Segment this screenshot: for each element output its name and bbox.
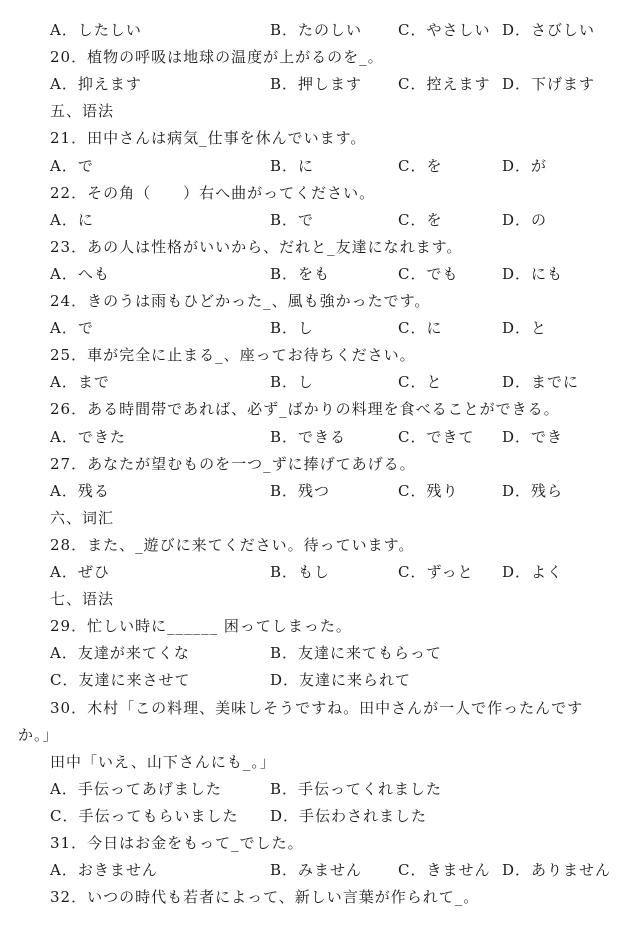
answer-option: D．でき bbox=[502, 427, 564, 446]
section-heading-row bbox=[0, 505, 644, 532]
answer-option: B．し bbox=[270, 373, 315, 392]
answer-option: D．ありません bbox=[502, 861, 612, 880]
question-text-row bbox=[0, 44, 644, 71]
question-text: 24．きのうは雨もひどかった_、風も強かったです。 bbox=[50, 292, 431, 310]
answer-option: B．をも bbox=[270, 264, 331, 283]
answer-option: A．できた bbox=[50, 427, 126, 446]
answer-options bbox=[0, 153, 644, 180]
answer-option: A．残る bbox=[50, 481, 110, 500]
answer-option: D．にも bbox=[502, 264, 564, 283]
question-text: 26．ある時間帯であれば、必ず_ばかりの料理を食べることができる。 bbox=[50, 400, 560, 419]
question-text-row bbox=[0, 830, 644, 857]
question-text-row bbox=[0, 451, 644, 478]
answer-option: C．ずっと bbox=[398, 563, 474, 581]
answer-option: C．を bbox=[398, 156, 443, 175]
answer-option: A．ぜひ bbox=[50, 563, 110, 581]
answer-option: C．と bbox=[398, 373, 443, 392]
answer-option: B．友達に来てもらって bbox=[270, 644, 443, 663]
question-text: 23．あの人は性格がいいから、だれと_友達になれます。 bbox=[50, 237, 463, 256]
question-text-row bbox=[0, 234, 644, 261]
answer-option: D．残ら bbox=[502, 481, 564, 500]
answer-options bbox=[0, 803, 644, 830]
answer-option: C．控えます bbox=[398, 75, 491, 94]
answer-option: A．したしい bbox=[50, 21, 142, 39]
answer-option: D．さびしい bbox=[502, 21, 596, 39]
answer-option: D．が bbox=[502, 156, 548, 175]
question-text: 22．その角（ ）右へ曲がってください。 bbox=[50, 183, 376, 202]
answer-option: A．に bbox=[50, 210, 94, 229]
answer-option: A．抑えます bbox=[50, 75, 142, 94]
answer-option: B．で bbox=[270, 210, 315, 229]
answer-option: A．友達が来てくな bbox=[50, 644, 190, 663]
answer-option: C．やさしい bbox=[398, 21, 491, 39]
question-text-row bbox=[0, 613, 644, 640]
answer-option: A．へも bbox=[50, 264, 110, 283]
answer-option: B．し bbox=[270, 319, 315, 338]
answer-option: C．きません bbox=[398, 861, 491, 880]
answer-option: B．できる bbox=[270, 427, 347, 446]
answer-options bbox=[0, 315, 644, 342]
question-text-row bbox=[0, 396, 644, 423]
answer-option: B．に bbox=[270, 156, 315, 175]
answer-option: A．おきません bbox=[50, 861, 158, 880]
answer-options bbox=[0, 640, 644, 667]
answer-options bbox=[0, 369, 644, 396]
section-heading: 七、语法 bbox=[50, 590, 115, 609]
answer-option: C．に bbox=[398, 319, 443, 338]
answer-options bbox=[0, 261, 644, 288]
question-text-row bbox=[0, 532, 644, 559]
answer-options bbox=[0, 667, 644, 694]
answer-option: D．の bbox=[502, 210, 548, 229]
answer-option: C．残り bbox=[398, 481, 459, 500]
question-text: 27．あなたが望むものを一つ_ずに捧げてあげる。 bbox=[50, 454, 416, 473]
answer-option: B．もし bbox=[270, 563, 331, 581]
section-heading: 五、语法 bbox=[50, 102, 115, 121]
answer-option: D．よく bbox=[502, 563, 564, 581]
answer-options bbox=[0, 424, 644, 451]
answer-option: A．で bbox=[50, 156, 94, 175]
question-text-row bbox=[0, 884, 644, 911]
answer-option: A．まで bbox=[50, 373, 110, 392]
answer-option: B．たのしい bbox=[270, 21, 363, 39]
answer-option: D．と bbox=[502, 319, 548, 338]
question-text: 25．車が完全に止まる_、座ってお待ちください。 bbox=[50, 346, 416, 365]
answer-option: B．残つ bbox=[270, 481, 331, 500]
question-text: 28．また、_遊びに来てください。待っています。 bbox=[50, 535, 415, 554]
answer-option: A．で bbox=[50, 319, 94, 338]
section-heading-row bbox=[0, 98, 644, 125]
answer-options bbox=[0, 17, 644, 44]
question-text: 30．木村「この料理、美味しそうですね。田中さんが一人で作ったんです bbox=[50, 698, 584, 717]
answer-options bbox=[0, 559, 644, 586]
question-text-row bbox=[0, 749, 644, 776]
question-text: 32．いつの時代も若者によって、新しい言葉が作られて_。 bbox=[50, 888, 480, 907]
section-heading-row bbox=[0, 586, 644, 613]
question-text: 田中「いえ、山下さんにも_。」 bbox=[50, 752, 276, 771]
answer-option: D．下げます bbox=[502, 75, 596, 94]
question-text-row bbox=[0, 342, 644, 369]
answer-option: D．友達に来られて bbox=[270, 671, 412, 690]
answer-option: C．手伝ってもらいました bbox=[50, 806, 239, 825]
question-text: 29．忙しい時に______ 困ってしまった。 bbox=[50, 617, 352, 636]
answer-option: B．みません bbox=[270, 861, 363, 880]
answer-options bbox=[0, 207, 644, 234]
answer-option: C．友達に来させて bbox=[50, 671, 191, 690]
question-text-row bbox=[0, 288, 644, 315]
question-text-row bbox=[0, 180, 644, 207]
question-text-row bbox=[0, 695, 644, 722]
question-continuation: か。」 bbox=[18, 725, 59, 744]
question-text-row bbox=[0, 125, 644, 152]
answer-option: A．手伝ってあげました bbox=[50, 779, 222, 798]
answer-options bbox=[0, 478, 644, 505]
question-text: 31．今日はお金をもって_でした。 bbox=[50, 834, 304, 852]
answer-option: D．までに bbox=[502, 373, 580, 392]
answer-option: C．できて bbox=[398, 427, 475, 446]
question-text: 21．田中さんは病気_仕事を休んでいます。 bbox=[50, 129, 367, 148]
answer-options bbox=[0, 776, 644, 803]
answer-option: B．押します bbox=[270, 75, 363, 94]
answer-option: C．でも bbox=[398, 264, 459, 283]
question-text: 20．植物の呼吸は地球の温度が上がるのを_。 bbox=[50, 48, 384, 67]
answer-option: C．を bbox=[398, 210, 443, 229]
answer-options bbox=[0, 71, 644, 98]
answer-option: B．手伝ってくれました bbox=[270, 779, 443, 798]
question-continuation-row bbox=[0, 722, 644, 749]
section-heading: 六、词汇 bbox=[50, 508, 115, 527]
answer-option: D．手伝わされました bbox=[270, 806, 428, 825]
answer-options bbox=[0, 857, 644, 884]
